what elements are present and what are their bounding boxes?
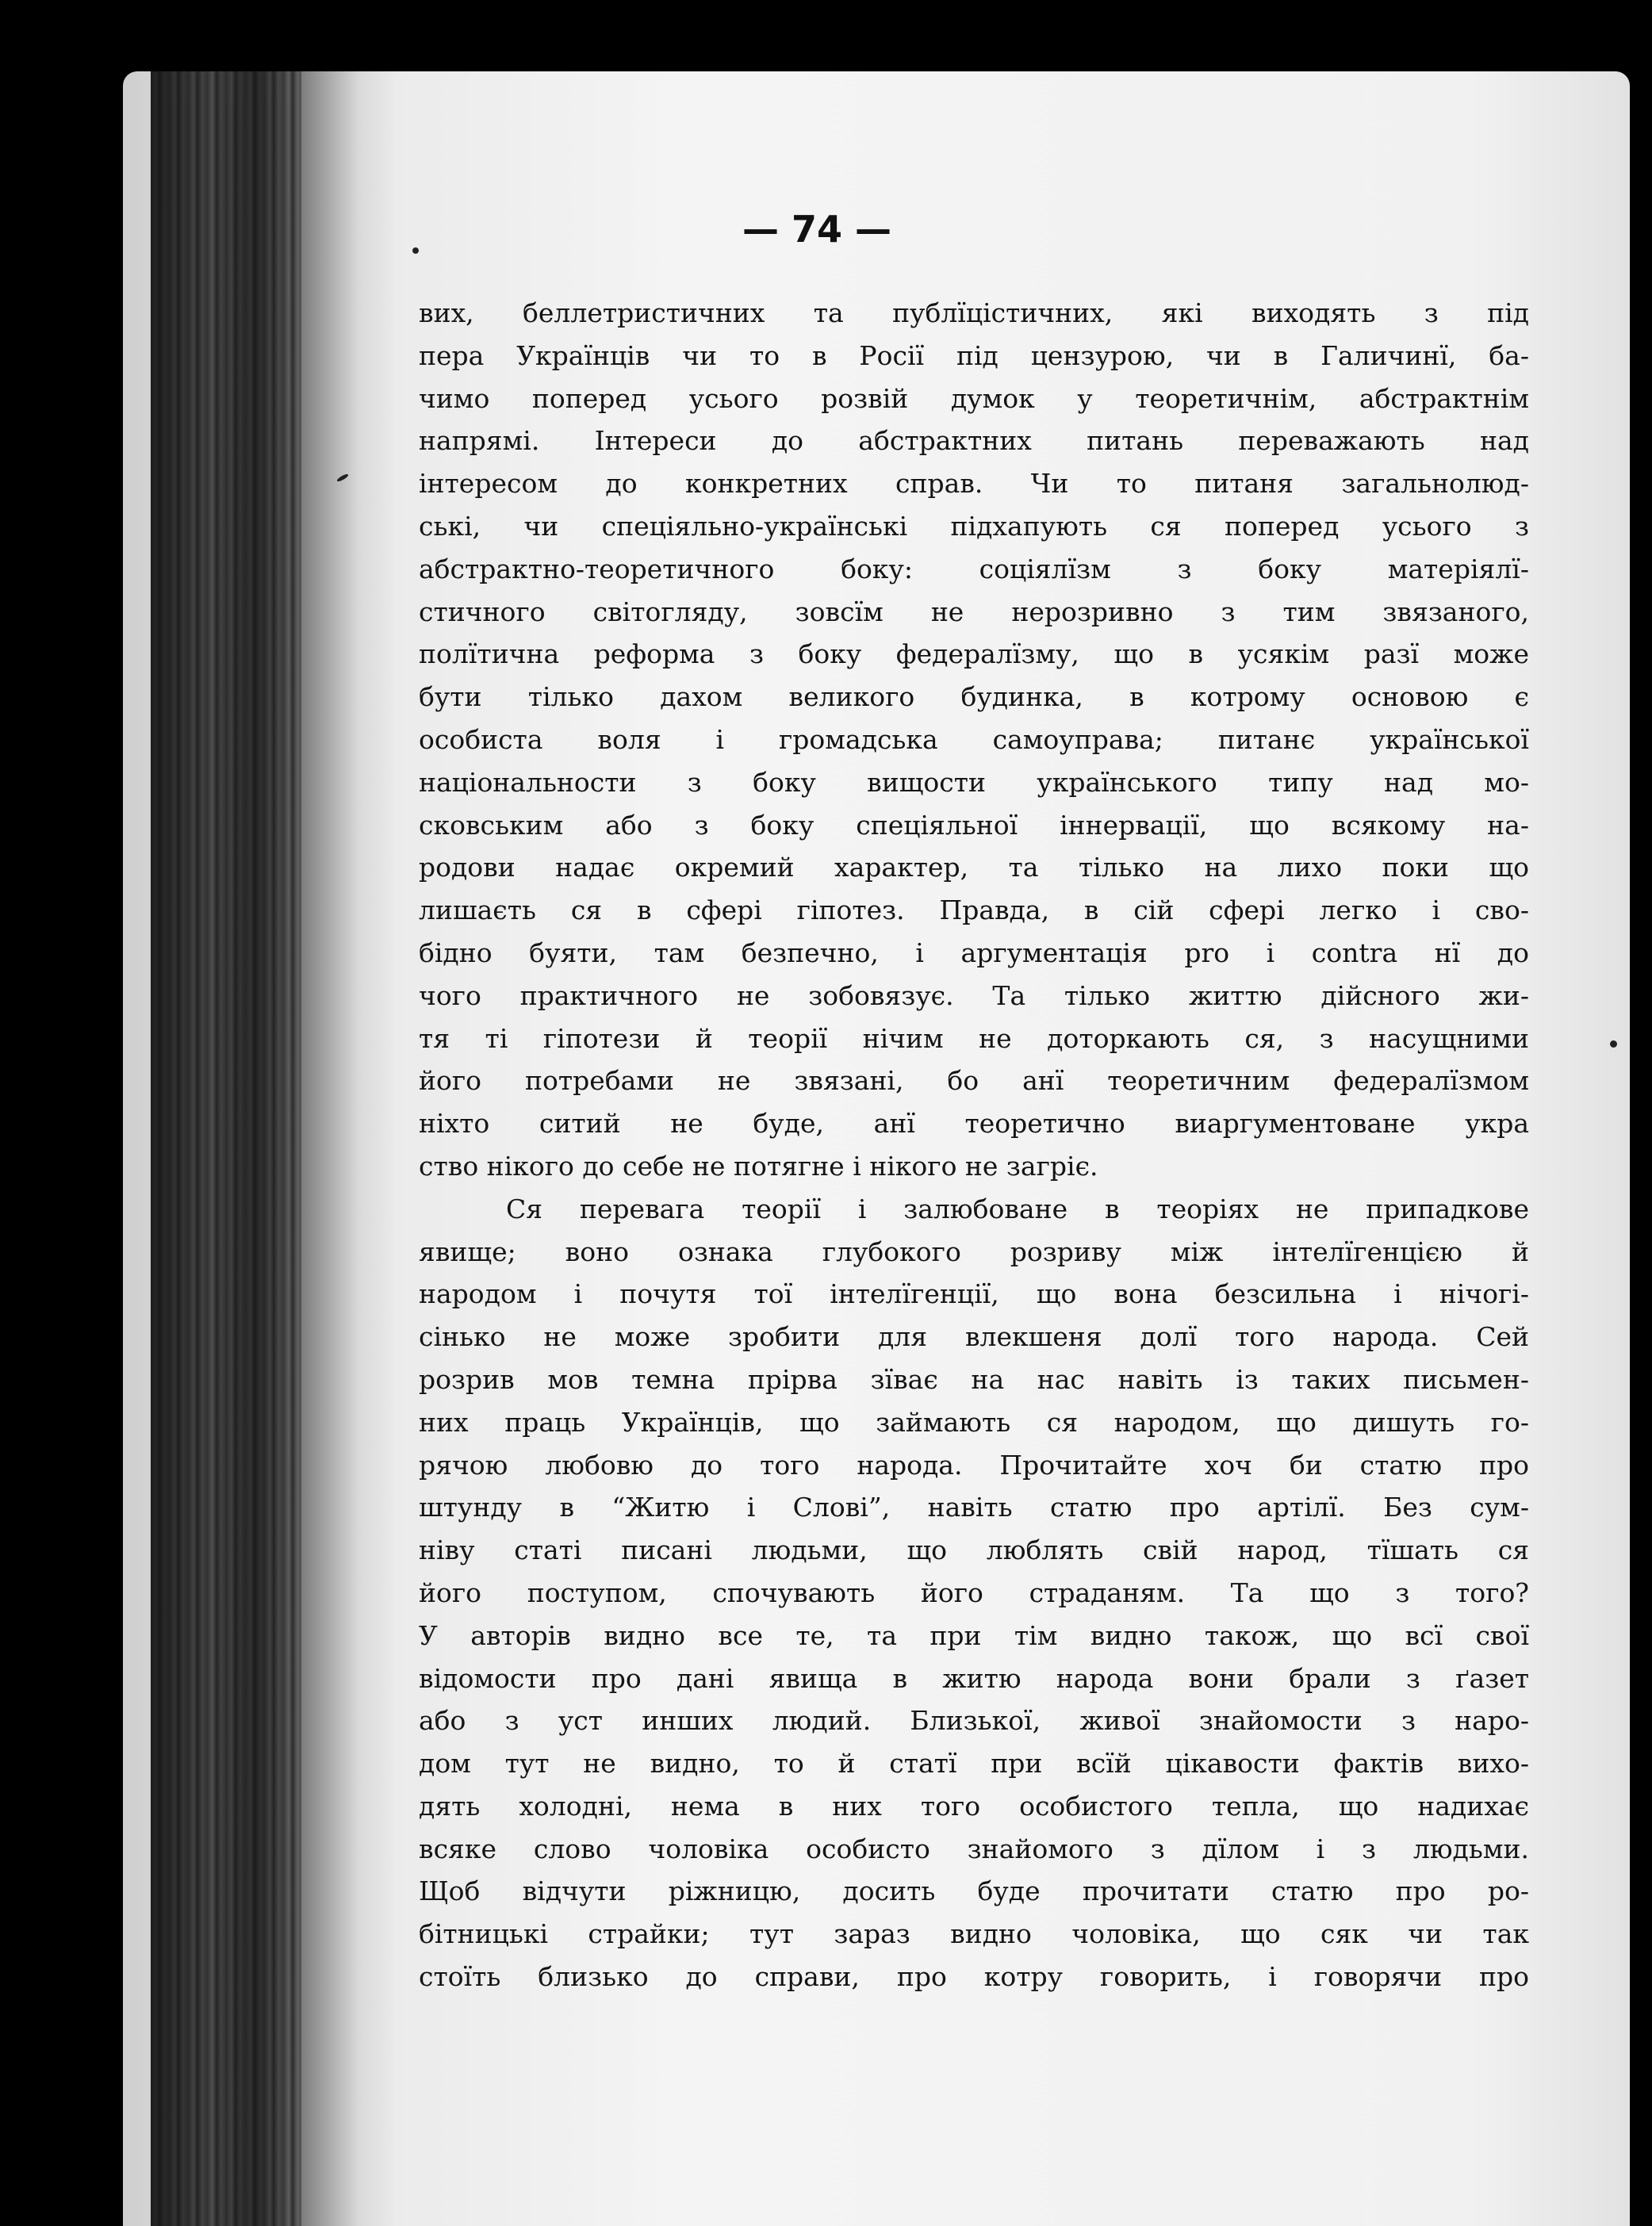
text-line: інтересом до конкретних справ. Чи то питаня загальнолюд- — [419, 468, 1529, 500]
dust-speck — [1610, 1040, 1617, 1048]
text-line: штунду в “Житю і Слові”, навіть статю про артілї. Без сум- — [419, 1492, 1529, 1523]
dust-speck — [412, 247, 419, 254]
text-line: ніхто ситий не буде, анї теоретично виаргументоване укра — [419, 1108, 1529, 1140]
gutter-shadow — [301, 71, 397, 2226]
text-line: вих, беллетристичних та публїцістичних, які виходять з під — [419, 297, 1529, 328]
text-line: бути тілько дахом великого будинка, в котрому основою є — [419, 681, 1529, 713]
text-line: ські, чи спеціяльно-українські підхапують ся поперед усього з — [419, 510, 1529, 542]
text-line: чимо поперед усього розвій думок у теоретичнім, абстрактнім — [419, 382, 1529, 414]
text-line: сковським або з боку спеціяльної іннервації, що всякому на- — [419, 809, 1529, 841]
text-line: дять холодні, нема в них того особистого тепла, що надихає — [419, 1790, 1529, 1822]
text-line: чого практичного не зобовязує. Та тілько життю дійсного жи- — [419, 979, 1529, 1011]
text-line: або з уст инших людий. Близької, живої знайомости з наро- — [419, 1705, 1529, 1737]
text-line: явище; воно ознака глубокого розриву між інтелїгенцією й — [419, 1236, 1529, 1267]
text-line: У авторів видно все те, та при тім видно також, що всї свої — [419, 1619, 1529, 1651]
text-line: них праць Українців, що займають ся народом, що дишуть го- — [419, 1406, 1529, 1438]
text-line: лишаєть ся в сфері гіпотез. Правда, в сій сфері легко і сво- — [419, 895, 1529, 926]
text-line: бідно буяти, там безпечно, і аргументація pro і contra нї до — [419, 937, 1529, 968]
text-line: стичного світогляду, зовсїм не нерозривно з тим звязаного, — [419, 596, 1529, 627]
text-line: стоїть близько до справи, про котру говорить, і говорячи про — [419, 1961, 1529, 1993]
text-line: розрив мов темна прірва зїває на нас навіть із таких письмен- — [419, 1363, 1529, 1395]
book-spine-shadow — [151, 71, 301, 2226]
text-line: рячою любовю до того народа. Прочитайте хоч би статю про — [419, 1449, 1529, 1481]
text-line-paragraph-start: Ся перевага теорії і залюбоване в теоріях не припадкове — [506, 1193, 1529, 1224]
text-line: особиста воля і громадська самоуправа; питанє української — [419, 723, 1529, 755]
text-line: тя ті гіпотези й теорії нічим не доторкають ся, з насущними — [419, 1022, 1529, 1054]
text-line: бітницькі страйки; тут зараз видно чоловіка, що сяк чи так — [419, 1918, 1529, 1950]
text-line: ство нікого до себе не потягне і нікого не загріє. — [419, 1150, 1098, 1182]
text-line: полїтична реформа з боку федералїзму, що в усякім разї може — [419, 638, 1529, 670]
text-line: його потребами не звязані, бо анї теоретичним федералїзмом — [419, 1065, 1529, 1097]
text-line: народом і почутя тої інтелїгенції, що вона безсильна і нічогі- — [419, 1278, 1529, 1310]
text-line: Щоб відчути ріжницю, досить буде прочитати статю про ро- — [419, 1875, 1529, 1907]
page-number: — 74 — — [742, 208, 892, 251]
text-line: абстрактно-теоретичного боку: соціялїзм з боку матеріялї- — [419, 553, 1529, 584]
text-line: родови надає окремий характер, та тілько на лихо поки що — [419, 852, 1529, 883]
text-line: напрямі. Інтереси до абстрактних питань переважають над — [419, 425, 1529, 457]
text-line: пера Українців чи то в Росії під цензурою, чи в Галичинї, ба- — [419, 339, 1529, 371]
page-body-text — [419, 292, 1529, 1998]
text-line: національности з боку вищости українського типу над мо- — [419, 766, 1529, 798]
text-line: відомости про дані явища в житю народа вони брали з ґазет — [419, 1662, 1529, 1694]
text-line: ніву статі писані людьми, що люблять свій народ, тїшать ся — [419, 1534, 1529, 1566]
text-line: дом тут не видно, то й статї при всїй цікавости фактів вихо- — [419, 1748, 1529, 1780]
text-line: його поступом, спочувають його страданям. Та що з того? — [419, 1577, 1529, 1608]
text-line: сінько не може зробити для влекшеня долї того народа. Сей — [419, 1321, 1529, 1353]
text-line: всяке слово чоловіка особисто знайомого з дїлом і з людьми. — [419, 1833, 1529, 1864]
